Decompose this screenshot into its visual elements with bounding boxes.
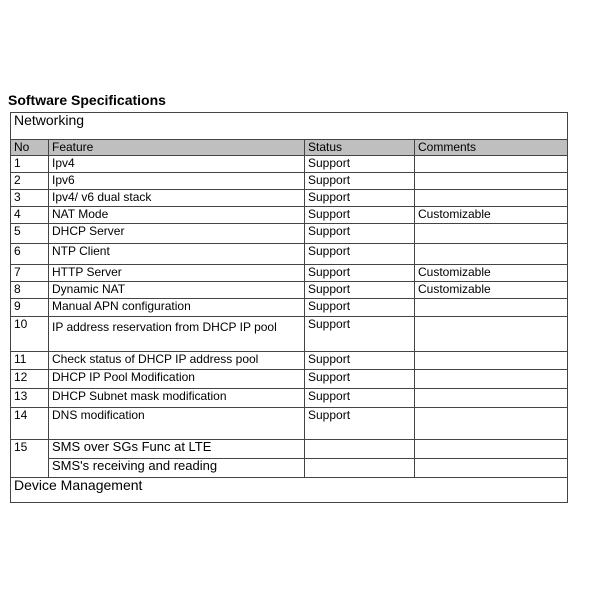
table-row [11,408,568,440]
table-row [11,173,568,190]
row-status: Support [305,352,415,370]
table-row [11,440,568,459]
column-header-row [11,140,568,156]
row-status [305,459,415,478]
row-status: Support [305,299,415,317]
row-status: Support [305,156,415,173]
row-comments [415,408,568,440]
row-feature: IP address reservation from DHCP IP pool [49,317,305,352]
table-row [11,389,568,408]
col-header-feature: Feature [49,140,305,156]
row-feature: NAT Mode [49,207,305,224]
row-no: 11 [11,352,49,370]
row-comments [415,156,568,173]
row-no: 9 [11,299,49,317]
row-no: 4 [11,207,49,224]
row-no: 10 [11,317,49,352]
row-feature: Manual APN configuration [49,299,305,317]
col-header-no: No [11,140,49,156]
row-no: 13 [11,389,49,408]
col-header-status: Status [305,140,415,156]
section-header-row [11,113,568,140]
table-row [11,190,568,207]
row-feature: DHCP Subnet mask modification [49,389,305,408]
table-row [11,265,568,282]
row-feature: Dynamic NAT [49,282,305,299]
row-status: Support [305,173,415,190]
row-comments [415,299,568,317]
row-status: Support [305,244,415,265]
section-title: Networking [11,113,568,140]
row-comments [415,244,568,265]
row-comments [415,190,568,207]
page-title: Software Specifications [8,92,166,108]
row-feature: Ipv4/ v6 dual stack [49,190,305,207]
row-comments: Customizable [415,207,568,224]
table-row [11,317,568,352]
row-comments [415,389,568,408]
row-no: 3 [11,190,49,207]
row-feature: HTTP Server [49,265,305,282]
table-row [11,207,568,224]
row-feature: Ipv6 [49,173,305,190]
row-no: 6 [11,244,49,265]
row-feature-sms-receiving: SMS's receiving and reading [49,459,305,478]
table-row [11,244,568,265]
row-feature: DHCP Server [49,224,305,244]
row-feature: NTP Client [49,244,305,265]
row-feature: Check status of DHCP IP address pool [49,352,305,370]
row-status: Support [305,282,415,299]
table-row [11,224,568,244]
col-header-comments: Comments [415,140,568,156]
table-row [11,352,568,370]
row-status: Support [305,190,415,207]
table-row [11,370,568,389]
row-no: 15 [11,440,49,478]
row-comments [415,440,568,459]
row-comments [415,173,568,190]
table-row [11,282,568,299]
row-no: 1 [11,156,49,173]
row-no: 2 [11,173,49,190]
row-no: 7 [11,265,49,282]
row-no: 12 [11,370,49,389]
spec-table [10,112,568,503]
row-status: Support [305,224,415,244]
row-status: Support [305,317,415,352]
row-no: 8 [11,282,49,299]
row-comments [415,370,568,389]
row-comments [415,352,568,370]
row-comments: Customizable [415,282,568,299]
row-comments [415,459,568,478]
row-status: Support [305,207,415,224]
row-status [305,440,415,459]
row-status: Support [305,408,415,440]
device-management-row [11,478,568,503]
table-row [11,459,568,478]
row-comments [415,224,568,244]
row-no: 14 [11,408,49,440]
table-row [11,156,568,173]
row-comments [415,317,568,352]
row-feature: DNS modification [49,408,305,440]
row-status: Support [305,265,415,282]
row-feature: DHCP IP Pool Modification [49,370,305,389]
row-no: 5 [11,224,49,244]
device-management-title: Device Management [11,478,568,503]
row-comments: Customizable [415,265,568,282]
row-feature: Ipv4 [49,156,305,173]
row-status: Support [305,389,415,408]
row-feature-sms-sgs: SMS over SGs Func at LTE [49,440,305,459]
table-row [11,299,568,317]
row-status: Support [305,370,415,389]
